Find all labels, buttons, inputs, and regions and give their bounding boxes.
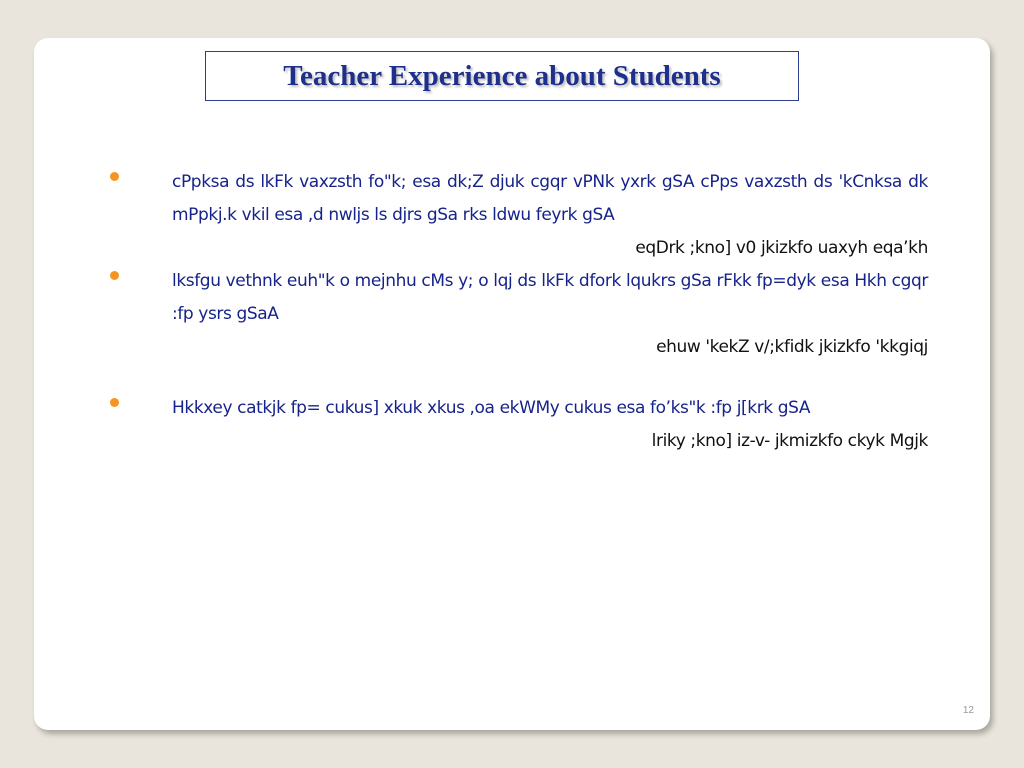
bullet-item [100, 265, 928, 357]
slide-title: Teacher Experience about Students [283, 59, 721, 92]
bullet-text: lksfgu vethnk euh"k o mejnhu cMs y; o lqj ds lkFk dfork lqukrs gSa rFkk fp=dyk esa Hkh cgqr :fp ysrs gSaA [172, 271, 928, 324]
page-number: 12 [962, 705, 974, 716]
bullet-source: lriky ;kno] iz-v- jkmizkfo ckyk Mgjk [651, 431, 928, 451]
bullet-text: Hkkxey catkjk fp= cukus] xkuk xkus ,oa ekWMy cukus esa fo’ks"k :fp j[krk gSA [172, 398, 811, 418]
bullet-dot-icon [110, 271, 119, 280]
slide [34, 38, 990, 730]
bullet-source: ehuw 'kekZ v/;kfidk jkizkfo 'kkgiqj [656, 337, 928, 357]
bullet-dot-icon [110, 398, 119, 407]
title-box [205, 51, 799, 101]
bullet-list [100, 166, 928, 451]
bullet-text: cPpksa ds lkFk vaxzsth fo"k; esa dk;Z djuk cgqr vPNk yxrk gSA cPps vaxzsth ds 'kCnksa dk mPpkj.k vkil esa ,d nwljs ls djrs gSa rks ldwu feyrk gSA [172, 172, 928, 225]
bullet-item [100, 392, 928, 451]
bullet-dot-icon [110, 172, 119, 181]
bullet-source: eqDrk ;kno] v0 jkizkfo uaxyh eqa’kh [635, 238, 928, 258]
bullet-item [100, 166, 928, 258]
